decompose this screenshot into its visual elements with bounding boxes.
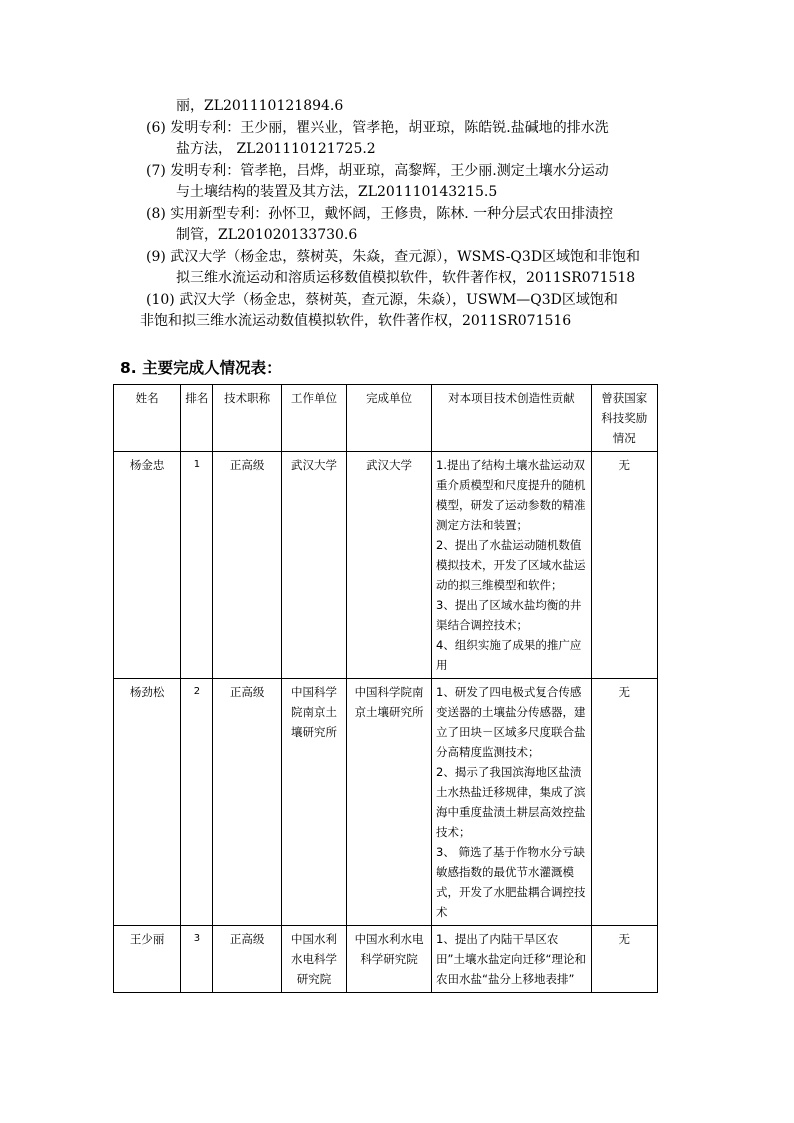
- cell-awards: 无: [591, 679, 657, 926]
- reference-line: (7) 发明专利：管孝艳，吕烨，胡亚琼，高黎辉，王少丽.测定土壤水分运动: [146, 162, 609, 179]
- contribution-item: 2、揭示了我国滨海地区盐渍土水热盐迁移规律，集成了滨海中重度盐渍土耕层高效控盐技术；: [436, 765, 586, 839]
- reference-line: (10) 武汉大学（杨金忠，蔡树英，查元源，朱焱），USWM—Q3D区域饱和: [146, 291, 618, 308]
- cell-work-unit: 中国科学院南京土壤研究所: [281, 679, 346, 926]
- reference-line: 丽，ZL201110121894.6: [176, 98, 344, 114]
- completers-table: [113, 384, 658, 993]
- contribution-item: 1.提出了结构土壤水盐运动双重介质模型和尺度提升的随机模型，研发了运动参数的精准测定方法和装置；: [436, 458, 586, 532]
- reference-list: [140, 96, 706, 333]
- section-title: 8. 主要完成人情况表：: [120, 359, 282, 377]
- cell-rank: 2: [181, 679, 213, 926]
- cell-name: 杨劲松: [114, 679, 181, 926]
- reference-line: 与土壤结构的装置及其方法，ZL201110143215.5: [176, 184, 498, 200]
- cell-name: 杨金忠: [114, 452, 181, 679]
- contribution-item: 3、 筛选了基于作物水分亏缺敏感指数的最优节水灌溉模式，开发了水肥盐耦合调控技术: [436, 845, 586, 919]
- reference-line: 制管，ZL201020133730.6: [176, 227, 358, 243]
- header-rank: 排名: [181, 385, 213, 452]
- reference-line: (9) 武汉大学（杨金忠，蔡树英，朱焱，查元源），WSMS-Q3D区域饱和非饱和: [146, 248, 641, 265]
- cell-contribution: [432, 679, 592, 926]
- cell-work-unit: 中国水利水电科学研究院: [281, 926, 346, 993]
- contribution-item: 1、研发了四电极式复合传感变送器的土壤盐分传感器，建立了田块－区域多尺度联合盐分高精度监测技术；: [436, 685, 586, 759]
- header-complete-unit: 完成单位: [347, 385, 432, 452]
- cell-work-unit: 武汉大学: [281, 452, 346, 679]
- cell-contribution: [432, 926, 592, 993]
- cell-name: 王少丽: [114, 926, 181, 993]
- reference-line: 拟三维水流运动和溶质运移数值模拟软件，软件著作权，2011SR071518: [176, 270, 636, 286]
- cell-complete-unit: 中国水利水电科学研究院: [347, 926, 432, 993]
- cell-title: 正高级: [213, 679, 281, 926]
- table-row: [114, 452, 658, 679]
- cell-awards: 无: [591, 452, 657, 679]
- header-contribution: 对本项目技术创造性贡献: [432, 385, 592, 452]
- contribution-item: 4、组织实施了成果的推广应用: [436, 638, 582, 672]
- table-header-row: [114, 385, 658, 452]
- header-title: 技术职称: [213, 385, 281, 452]
- reference-line: (6) 发明专利：王少丽，瞿兴业，管孝艳，胡亚琼，陈皓锐.盐碱地的排水洗: [146, 119, 609, 136]
- cell-complete-unit: 中国科学院南京土壤研究所: [347, 679, 432, 926]
- cell-title: 正高级: [213, 926, 281, 993]
- table-row: [114, 926, 658, 993]
- contribution-item: 1、提出了内陆干旱区农田”土壤水盐定向迁移“理论和农田水盐“盐分上移地表排”: [436, 932, 586, 986]
- header-awards: 曾获国家科技奖励情况: [591, 385, 657, 452]
- contribution-item: 3、提出了区域水盐均衡的井渠结合调控技术；: [436, 598, 582, 632]
- cell-complete-unit: 武汉大学: [347, 452, 432, 679]
- header-name: 姓名: [114, 385, 181, 452]
- cell-title: 正高级: [213, 452, 281, 679]
- cell-rank: 1: [181, 452, 213, 679]
- cell-contribution: [432, 452, 592, 679]
- header-work-unit: 工作单位: [281, 385, 346, 452]
- reference-line: 盐方法， ZL201110121725.2: [176, 141, 376, 157]
- cell-awards: 无: [591, 926, 657, 993]
- table-row: [114, 679, 658, 926]
- cell-rank: 3: [181, 926, 213, 993]
- contribution-item: 2、提出了水盐运动随机数值模拟技术，开发了区域水盐运动的拟三维模型和软件；: [436, 538, 586, 592]
- reference-line: (8) 实用新型专利：孙怀卫，戴怀阔，王修贵，陈林. 一种分层式农田排渍控: [146, 205, 614, 222]
- reference-line: 非饱和拟三维水流运动数值模拟软件，软件著作权，2011SR071516: [140, 313, 572, 329]
